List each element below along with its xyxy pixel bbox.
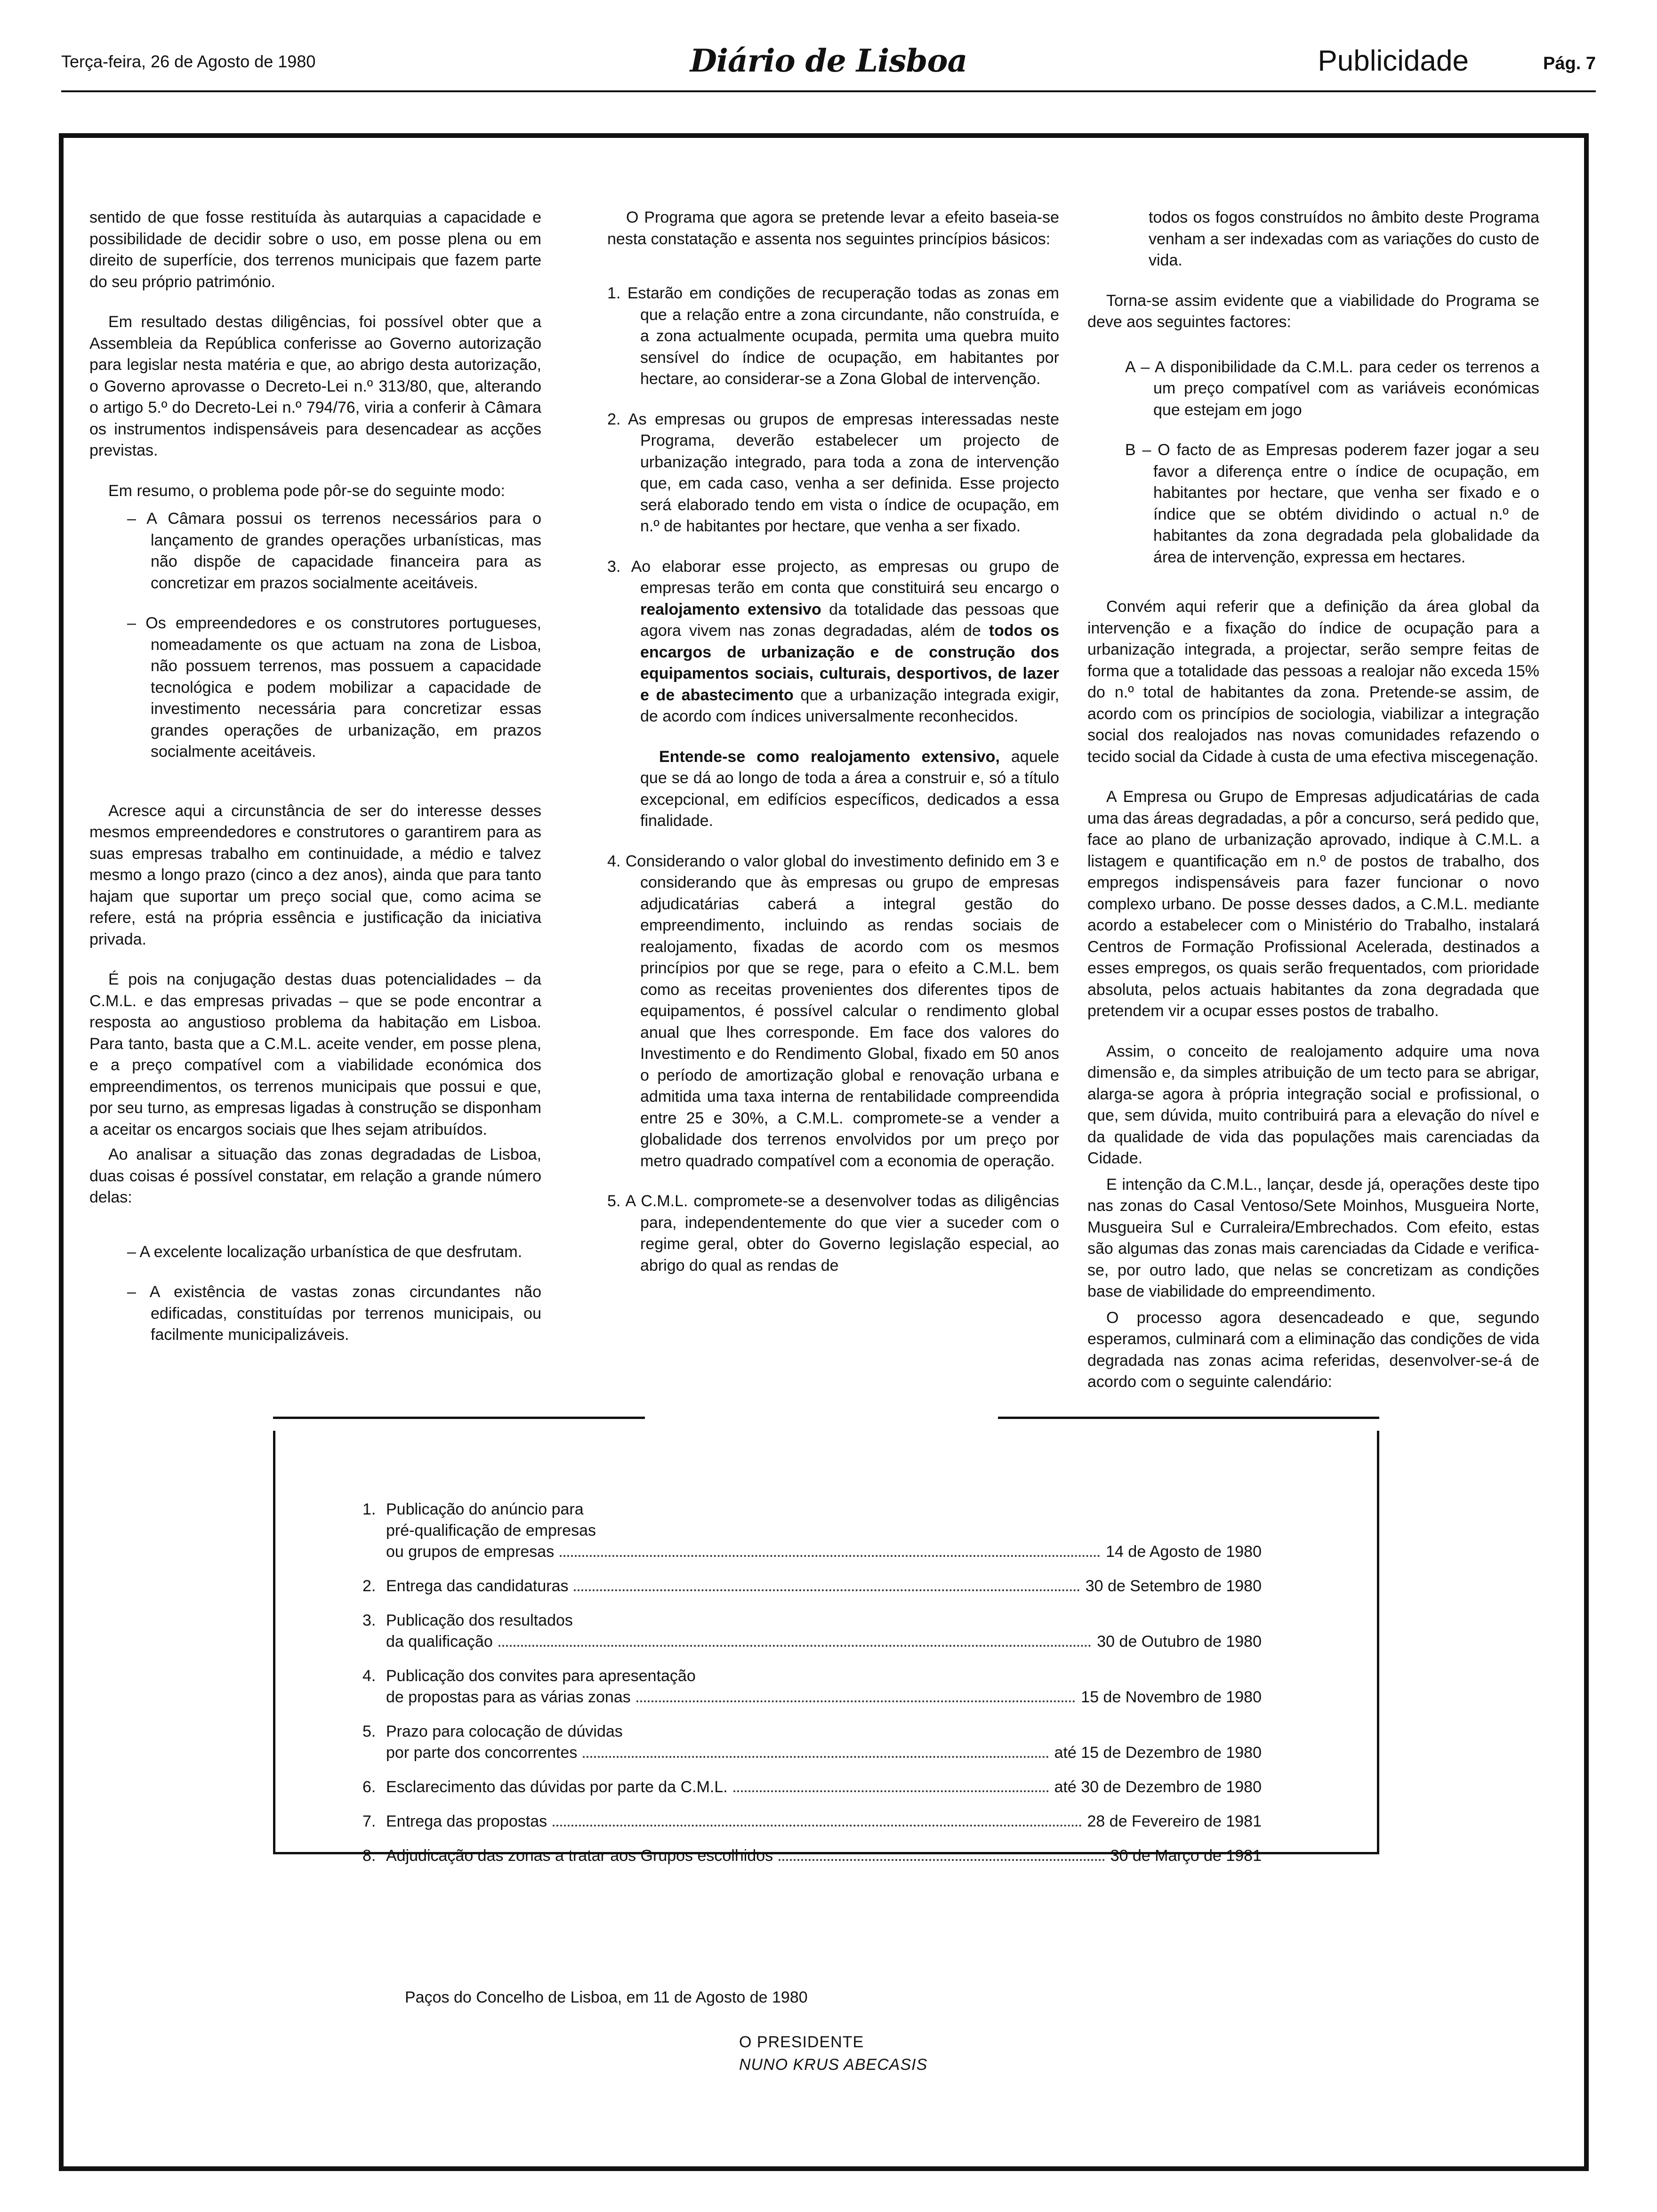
- calendar-row: [362, 1811, 1262, 1832]
- calendar-row-text: Publicação do anúncio para: [386, 1500, 584, 1518]
- signature-role: O PRESIDENTE: [739, 2033, 864, 2051]
- calendar-row-number: 6.: [362, 1778, 376, 1796]
- header-rule: [61, 90, 1596, 92]
- principle-item: 5. A C.M.L. compromete-se a desenvolver todas as diligências para, independentemente do que vier a suceder com o regime geral, obter do Governo legislação especial, ao abrigo do qual as rendas de: [607, 1192, 1059, 1274]
- page-header: [61, 42, 1596, 94]
- calendar-row-text: Entrega das candidaturas: [386, 1577, 569, 1595]
- paragraph: O Programa que agora se pretende levar a efeito baseia-se nesta constatação e assenta nos seguintes princípios básicos:: [607, 208, 1059, 248]
- dot-leader: [553, 1825, 1081, 1827]
- list-item: – A existência de vastas zonas circundantes não edificadas, constituídas por terrenos municipais, ou facilmente municipalizáveis.: [127, 1283, 541, 1344]
- signature-place-date: Paços do Concelho de Lisboa, em 11 de Agosto de 1980: [405, 1988, 808, 2006]
- calendar-row-text: Esclarecimento das dúvidas por parte da C.M.L.: [386, 1778, 728, 1796]
- calendar-row-date: 15 de Novembro de 1980: [1081, 1688, 1262, 1706]
- dot-leader: [574, 1589, 1079, 1591]
- calendar-row-text: ou grupos de empresas: [386, 1543, 555, 1561]
- calendar-row-line: [386, 1811, 1262, 1832]
- calendar-row-line: [386, 1631, 1262, 1652]
- calendar-row-date: até 15 de Dezembro de 1980: [1054, 1744, 1262, 1762]
- paragraph: Acresce aqui a circunstância de ser do interesse desses mesmos empreendedores e construtores o garantirem para as suas empresas trabalho em continuidade, a médio e talvez mesmo a longo prazo (cinco a dez anos), ainda que para tanto hajam que suportar um preço social que, como acima se refere, está na própria essência e justificação da iniciativa privada.: [89, 801, 541, 948]
- principle-item: [607, 556, 1059, 728]
- calendar-row-number: 5.: [362, 1723, 376, 1740]
- calendar-row-line: [386, 1777, 1262, 1798]
- paragraph: É pois na conjugação destas duas potencialidades – da C.M.L. e das empresas privadas – que se pode encontrar a resposta ao angustioso problema da habitação em Lisboa. Para tanto, basta que a C.M.L. aceite vender, em posse plena, e a preço compatível com a viabilidade económica dos empreendimentos, os terrenos municipais que possui e que, por seu turno, as empresas ligadas à construção se disponham a aceitar os encargos sociais que lhes sejam atribuídos.: [89, 970, 541, 1138]
- calendar-row-text: Adjudicação das zonas a tratar aos Grupos escolhidos: [386, 1847, 773, 1865]
- paragraph: sentido de que fosse restituída às autarquias a capacidade e possibilidade de decidir sobre o uso, em posse plena ou em direito de superfície, dos terrenos municipais que fazem parte do seu próprio património.: [89, 208, 541, 291]
- dot-leader: [733, 1790, 1049, 1792]
- page-number: Pág. 7: [1543, 54, 1596, 73]
- calendar-row-text: de propostas para as várias zonas: [386, 1688, 631, 1706]
- calendar-row-date: 14 de Agosto de 1980: [1106, 1543, 1262, 1561]
- calendar-row-text: Publicação dos convites para apresentação: [386, 1667, 696, 1685]
- issue-date: Terça-feira, 26 de Agosto de 1980: [61, 52, 316, 71]
- dot-leader: [779, 1859, 1105, 1861]
- text-column-2: [607, 207, 1059, 1295]
- dot-leader: [636, 1700, 1076, 1702]
- paragraph: Torna-se assim evidente que a viabilidade do Programa se deve aos seguintes factores:: [1087, 291, 1539, 331]
- calendar-row-line: [386, 1687, 1262, 1708]
- text-column-1: [89, 207, 541, 1365]
- calendar-row: [362, 1576, 1262, 1597]
- text-run: 3. Ao elaborar esse projecto, as empresas ou grupo de empresas terão em conta que constituirá seu encargo o: [607, 557, 1059, 597]
- text-run: que a urbanização integrada exigir, de acordo com índices universalmente reconhecidos.: [640, 686, 1060, 725]
- paragraph: Assim, o conceito de realojamento adquire uma nova dimensão e, da simples atribuição de um tecto para se abrigar, alarga-se agora à própria integração social e profissional, o que, sem dúvida, muito contribuirá para a elevação do nível e da qualidade de vida das populações mais carenciadas da Cidade.: [1087, 1042, 1539, 1167]
- dash-list: [89, 1242, 541, 1346]
- calendar-row-text: da qualificação: [386, 1633, 493, 1651]
- dot-leader: [583, 1756, 1048, 1758]
- calendar-top-rule-right: [998, 1417, 1379, 1419]
- calendar-row-text: pré-qualificação de empresas: [386, 1522, 596, 1539]
- list-item: – Os empreendedores e os construtores portugueses, nomeadamente os que actuam na zona de Lisboa, não possuem terrenos, mas possuem a capacidade tecnológica e podem mobilizar a capacidade de investimento necessária para concretizar essas grandes operações de urbanização, em prazos socialmente aceitáveis.: [127, 614, 541, 761]
- paragraph: todos os fogos construídos no âmbito deste Programa venham a ser indexadas com as variações do custo de vida.: [1149, 208, 1539, 269]
- list-item: – A Câmara possui os terrenos necessários para o lançamento de grandes operações urbanísticas, mas não dispõe de capacidade financeira para as concretizar em prazos socialmente aceitáveis.: [127, 510, 541, 592]
- calendar-row: [362, 1666, 1262, 1708]
- paragraph: A Empresa ou Grupo de Empresas adjudicatárias de cada uma das áreas degradadas, a pôr a concurso, será pedido que, face ao plano de urbanização aprovado, indique à C.M.L. a listagem e quantificação em n.º de postos de trabalho, dos empregos indispensáveis para fazer funcionar o novo complexo urbano. De posse desses dados, a C.M.L. mediante acordo a estabelecer com o Ministério do Trabalho, instalará Centros de Formação Profissional Acelerada, destinados a esses empregos, os quais serão frequentados, com prioridade absoluta, pelos actuais habitantes da zona degradada que pretendem vir a ocupar esses postos de trabalho.: [1087, 788, 1539, 1020]
- newspaper-masthead: Diário de Lisboa: [690, 42, 967, 79]
- emphasis: realojamento extensivo: [640, 600, 821, 618]
- factor-item: B – O facto de as Empresas poderem fazer jogar a seu favor a diferença entre o índice de ocupação, em habitantes por hectare, que venha ser fixado e o índice que se obtém dividindo o actual n.º de habitantes da zona degradada pela globalidade da área de intervenção, expressa em hectares.: [1125, 441, 1539, 566]
- dash-list: [89, 508, 541, 763]
- paragraph: E intenção da C.M.L., lançar, desde já, operações deste tipo nas zonas do Casal Ventoso/Sete Moinhos, Musgueira Norte, Musgueira Sul e Curraleira/Embrechados. Com efeito, estas são algumas das zonas mais carenciadas da Cidade e verifica-se, por outro lado, que nelas se concretizam as condições base de viabilidade do empreendimento.: [1087, 1175, 1539, 1300]
- text-run: aquele que se dá ao longo de toda a área a construir e, só a título excepcional, em edifícios específicos, dedicados a essa finalidade.: [640, 747, 1059, 830]
- text-column-3: [1087, 207, 1539, 1412]
- calendar-row-date: até 30 de Dezembro de 1980: [1054, 1778, 1262, 1796]
- calendar-row-text: Entrega das propostas: [386, 1812, 547, 1830]
- principle-item: 1. Estarão em condições de recuperação todas as zonas em que a relação entre a zona circundante, não construída, e a zona actualmente ocupada, permita uma quebra muito sensível do índice de ocupação, em habitantes por hectare, ao considerar-se a Zona Global de intervenção.: [607, 284, 1059, 388]
- paragraph: Em resumo, o problema pode pôr-se do seguinte modo:: [108, 481, 505, 500]
- calendar-row-number: 3.: [362, 1611, 376, 1629]
- calendar-row-text: por parte dos concorrentes: [386, 1744, 578, 1762]
- calendar-row-number: 2.: [362, 1577, 376, 1595]
- factor-item: A – A disponibilidade da C.M.L. para ceder os terrenos a um preço compatível com as variáveis económicas que estejam em jogo: [1125, 358, 1539, 419]
- paragraph: O processo agora desencadeado e que, segundo esperamos, culminará com a eliminação das condições de vida degradada nas zonas acima referidas, desenvolver-se-á de acordo com o seguinte calendário:: [1087, 1308, 1539, 1391]
- calendar-list: [362, 1499, 1262, 1880]
- calendar-row-line: [386, 1742, 1262, 1763]
- list-item: – A excelente localização urbanística de que desfrutam.: [127, 1242, 523, 1261]
- paragraph: Em resultado destas diligências, foi possível obter que a Assembleia da República conferisse ao Governo autorização para legislar nesta matéria e que, ao abrigo desta autorização, o Governo aprovasse o Decreto-Lei n.º 313/80, que, alterando o artigo 5.º do Decreto-Lei n.º 794/76, viria a conferir à Câmara os instrumentos indispensáveis para desencadear as acções previstas.: [89, 313, 541, 459]
- emphasis: todos os encargos de urbanização e de construção dos equipamentos sociais, culturais, desportivos, de lazer e de abastecimento: [640, 622, 1059, 704]
- section-label: Publicidade: [1318, 45, 1469, 77]
- dot-leader: [560, 1555, 1100, 1557]
- calendar-row: [362, 1845, 1262, 1867]
- calendar-row-line: [386, 1576, 1262, 1597]
- calendar-row-text: Prazo para colocação de dúvidas: [386, 1723, 623, 1740]
- calendar-row-line: [386, 1541, 1262, 1563]
- principle-item: 2. As empresas ou grupos de empresas interessadas neste Programa, deverão estabelecer um projecto de urbanização integrado, para toda a zona de intervenção que, em cada caso, venha a ser definida. Esse projecto será elaborado tendo em vista o índice de ocupação, em n.º de habitantes por hectare, que venha a ser fixado.: [607, 410, 1059, 535]
- definition-paragraph: [607, 746, 1059, 832]
- calendar-row-date: 30 de Março de 1981: [1110, 1847, 1262, 1865]
- emphasis: Entende-se como realojamento extensivo,: [659, 747, 1000, 766]
- signature-name: NUNO KRUS ABECASIS: [739, 2056, 928, 2074]
- calendar-row-number: 7.: [362, 1812, 376, 1830]
- calendar-row: [362, 1721, 1262, 1763]
- calendar-row: [362, 1610, 1262, 1652]
- principle-item: 4. Considerando o valor global do investimento definido em 3 e considerando que às empresas ou grupo de empresas adjudicatárias caberá a integral gestão do empreendimento, incluindo as rendas sociais de realojamento, fixadas de acordo com os mesmos princípios por que se rege, para o efeito a C.M.L. bem como as receitas provenientes dos diferentes tipos de equipamentos, é possível calcular o rendimento global anual que lhes corresponde. Em face dos valores do Investimento e do Rendimento Global, fixado em 50 anos o período de amortização global e renovação urbana e admitida uma taxa interna de rentabilidade compreendida entre 25 e 30%, a C.M.L. compromete-se a vender a globalidade dos terrenos envolvidos por um preço por metro quadrado compatível com a economia de operação.: [607, 852, 1059, 1170]
- calendar-row-date: 30 de Outubro de 1980: [1097, 1633, 1262, 1651]
- paragraph: Ao analisar a situação das zonas degradadas de Lisboa, duas coisas é possível constatar, em relação a grande número delas:: [89, 1146, 541, 1206]
- calendar-row-number: 8.: [362, 1847, 376, 1865]
- dot-leader: [499, 1645, 1091, 1647]
- calendar-row-number: 1.: [362, 1500, 376, 1518]
- calendar-row-date: 30 de Setembro de 1980: [1085, 1577, 1262, 1595]
- paragraph: Convém aqui referir que a definição da área global da intervenção e a fixação do índice de ocupação para a urbanização integrada, a projectar, serão sempre feitas de forma que a totalidade das pessoas a realojar não exceda 15% do n.º total de habitantes da zona. Pretende-se assim, de acordo com os princípios de sociologia, viabilizar a integração social dos realojados nas novas comunidades refazendo o tecido social da Cidade à custa de uma efectiva miscegenação.: [1087, 598, 1539, 766]
- calendar-row-text: Publicação dos resultados: [386, 1611, 573, 1629]
- calendar-row: [362, 1499, 1262, 1563]
- calendar-row: [362, 1777, 1262, 1798]
- calendar-row-line: [386, 1845, 1262, 1867]
- calendar-row-date: 28 de Fevereiro de 1981: [1087, 1812, 1262, 1830]
- calendar-top-rule-left: [273, 1417, 645, 1419]
- calendar-row-number: 4.: [362, 1667, 376, 1685]
- text-run: da totalidade das pessoas que agora vivem nas zonas degradadas, além de: [640, 600, 1059, 640]
